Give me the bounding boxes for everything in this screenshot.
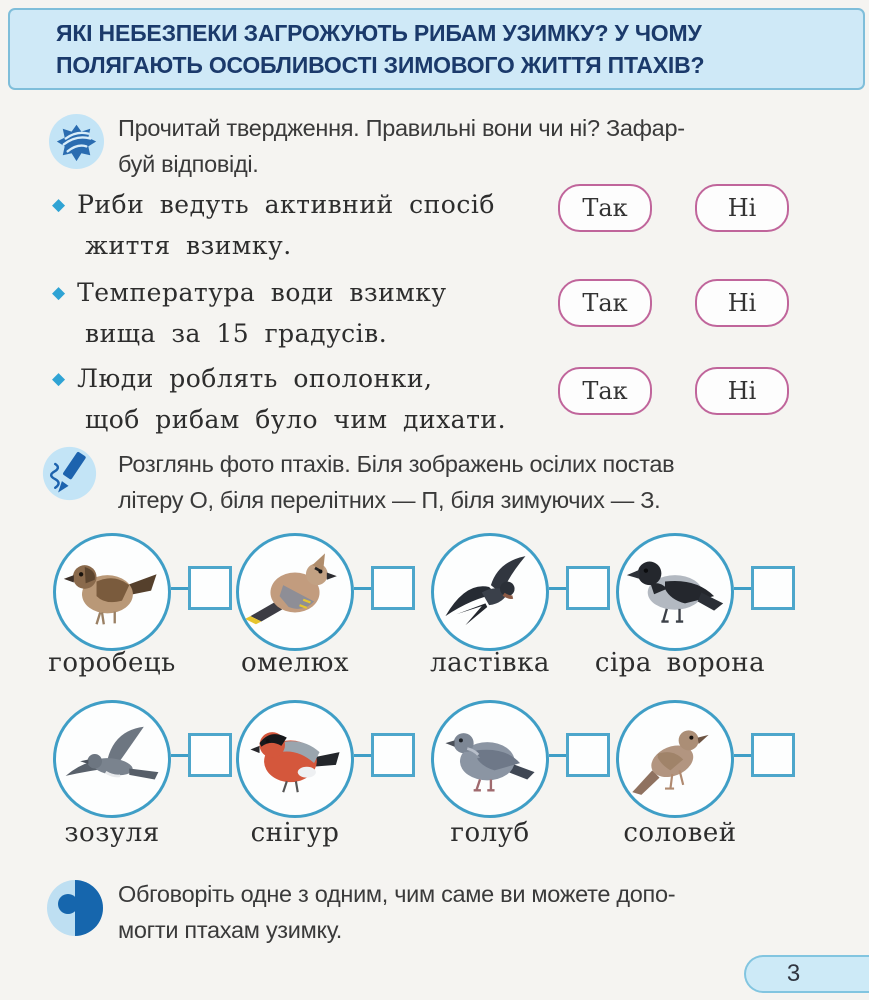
yes-button-1[interactable]: Так	[558, 184, 652, 232]
page-title	[8, 8, 865, 90]
answer-box-waxwing[interactable]	[371, 566, 415, 610]
color-in-icon	[47, 112, 106, 171]
no-button-2[interactable]: Ні	[695, 279, 789, 327]
answer-box-swallow[interactable]	[566, 566, 610, 610]
answer-box-sparrow[interactable]	[188, 566, 232, 610]
bird-card-sparrow	[53, 533, 238, 653]
bird-photo-cuckoo	[53, 700, 171, 818]
answer-box-hooded-crow[interactable]	[751, 566, 795, 610]
bird-photo-bullfinch	[236, 700, 354, 818]
bird-label-cuckoo: зозуля	[64, 818, 160, 848]
connector-line	[549, 587, 566, 590]
task1-instruction-line2: буй відповіді.	[118, 151, 259, 177]
diamond-bullet-icon: ◆	[52, 195, 66, 215]
no-button-3[interactable]: Ні	[695, 367, 789, 415]
task1-instruction	[118, 110, 839, 182]
connector-line	[171, 754, 188, 757]
bird-label-bullfinch: снігур	[250, 818, 340, 848]
bird-card-pigeon	[431, 700, 616, 820]
statement-1	[52, 186, 532, 264]
statement-3-line1: Люди роблять ополонки,	[77, 364, 433, 393]
bird-photo-sparrow	[53, 533, 171, 651]
bird-photo-swallow	[431, 533, 549, 651]
task3-instruction-line2: могти птахам узимку.	[118, 917, 343, 943]
diamond-bullet-icon: ◆	[52, 369, 66, 389]
bird-label-pigeon: голуб	[450, 818, 530, 848]
page-title-line1: ЯКІ НЕБЕЗПЕКИ ЗАГРОЖУЮТЬ РИБАМ УЗИМКУ? У ЧОМУ	[56, 20, 702, 46]
connector-line	[171, 587, 188, 590]
statement-1-line1: Риби ведуть активний спосіб	[77, 190, 495, 219]
bird-card-hooded-crow	[616, 533, 801, 653]
page-title-line2: ПОЛЯГАЮТЬ ОСОБЛИВОСТІ ЗИМОВОГО ЖИТТЯ ПТАХІВ?	[56, 52, 705, 78]
statement-3-line2: щоб рибам було чим дихати.	[85, 405, 507, 434]
statement-2-line1: Температура води взимку	[77, 278, 447, 307]
statement-2-line2: вища за 15 градусів.	[85, 319, 388, 348]
bird-card-cuckoo	[53, 700, 238, 820]
statement-3	[52, 360, 532, 438]
discussion-icon	[45, 878, 105, 938]
yes-button-2[interactable]: Так	[558, 279, 652, 327]
connector-line	[734, 587, 751, 590]
task2-instruction-line2: літеру О, біля перелітних — П, біля зимуючих — З.	[118, 487, 661, 513]
connector-line	[354, 754, 371, 757]
bird-photo-pigeon	[431, 700, 549, 818]
answer-box-cuckoo[interactable]	[188, 733, 232, 777]
task3-instruction-line1: Обговоріть одне з одним, чим саме ви можете допо-	[118, 881, 676, 907]
page-number: 3	[786, 960, 801, 987]
bird-card-nightingale	[616, 700, 801, 820]
bird-photo-nightingale	[616, 700, 734, 818]
answer-box-nightingale[interactable]	[751, 733, 795, 777]
bird-photo-hooded-crow	[616, 533, 734, 651]
yes-button-3[interactable]: Так	[558, 367, 652, 415]
bird-card-bullfinch	[236, 700, 421, 820]
connector-line	[549, 754, 566, 757]
statement-2	[52, 274, 532, 352]
bird-label-sparrow: горобець	[48, 648, 176, 678]
pencil-icon	[41, 445, 98, 502]
page-number-badge	[744, 955, 869, 993]
bird-label-swallow: ластівка	[430, 648, 550, 678]
no-button-1[interactable]: Ні	[695, 184, 789, 232]
bird-photo-waxwing	[236, 533, 354, 651]
bird-label-hooded-crow: сіра ворона	[594, 648, 766, 678]
bird-label-waxwing: омелюх	[240, 648, 350, 678]
connector-line	[734, 754, 751, 757]
answer-box-pigeon[interactable]	[566, 733, 610, 777]
answer-box-bullfinch[interactable]	[371, 733, 415, 777]
task2-instruction-line1: Розглянь фото птахів. Біля зображень осілих постав	[118, 451, 675, 477]
diamond-bullet-icon: ◆	[52, 283, 66, 303]
task1-instruction-line1: Прочитай твердження. Правильні вони чи ні? Зафар-	[118, 115, 685, 141]
statement-1-line2: життя взимку.	[85, 231, 292, 260]
bird-card-waxwing	[236, 533, 421, 653]
connector-line	[354, 587, 371, 590]
task2-instruction	[118, 446, 839, 518]
bird-card-swallow	[431, 533, 616, 653]
bird-label-nightingale: соловей	[623, 818, 737, 848]
task3-instruction	[118, 876, 839, 948]
